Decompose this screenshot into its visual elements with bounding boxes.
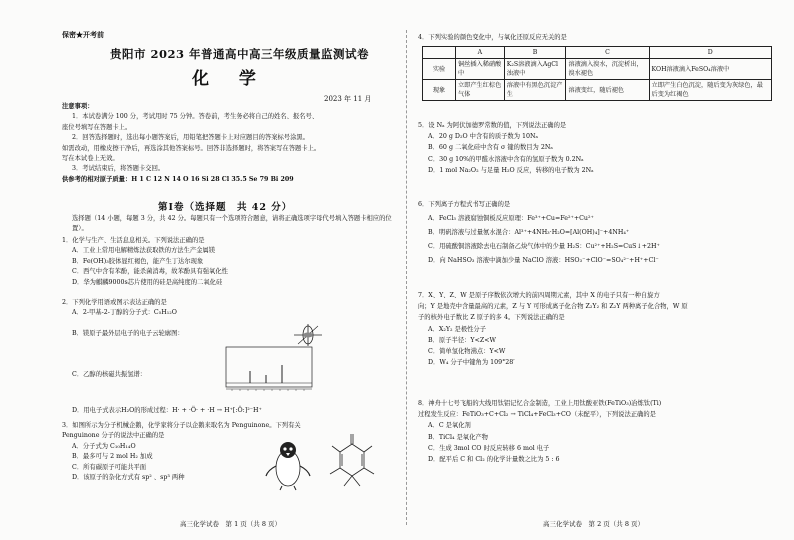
question-6 — [418, 198, 778, 268]
question-stem: 2．下列化学用语或图示表达正确的是 — [62, 299, 167, 306]
option-a: A．C 是氧化剂 — [428, 422, 471, 430]
option-a: A．X₂Y₂ 是极性分子 — [428, 325, 487, 333]
table-cell: K₂S溶液滴入AgCl浊液中 — [504, 59, 566, 80]
option-c: C．用硫酸铜溶液除去电石制备乙炔气体中的少量 H₂S：Cu²⁺+H₂S=CuS↓+2H⁺ — [428, 243, 660, 250]
question-stem: 6．下列离子方程式书写正确的是 — [418, 201, 511, 208]
option-d: D．1 mol Na₂O₂ 与足量 H₂O 反应，转移的电子数为 2Nₐ — [428, 166, 594, 174]
option-a: A．分子式为 C₁₀H₁₄O — [72, 442, 136, 450]
option-c: C．30 g 10%的甲醛水溶液中含有的氢原子数为 0.2Nₐ — [428, 155, 584, 163]
page-footer: 高三化学试卷 第 1 页（共 8 页） — [180, 520, 282, 528]
question-stem: 1．化学与生产、生活息息相关。下列说法正确的是 — [62, 237, 205, 244]
table-header-cell: B — [504, 47, 566, 59]
question-4-stem: 4．下列实验的颜色变化中，与氧化还原反应无关的是 — [418, 34, 567, 41]
option-d: D．该原子的杂化方式有 sp² 、sp³ 两种 — [72, 474, 185, 482]
question-2 — [62, 298, 397, 319]
table-cell: 溶液变红，随后褪色 — [566, 80, 649, 101]
penguinone-structure-figure — [320, 432, 382, 498]
option-a: A．工业上常用电解精炼法获取铁的方法生产金属镁 — [72, 247, 216, 255]
option-d: D．用电子式表示H₂O的形成过程：H· + ·Ö· + ·H → H⁺[:Ö:]²⁻H⁺ — [72, 407, 262, 414]
instruction-line: 3．考试结束后，将答题卡交回。 — [72, 165, 165, 173]
instruction-line: 座位号填写在答题卡上。 — [62, 123, 132, 131]
option-d: D．W₄ 分子中键角为 109°28′ — [428, 359, 515, 367]
option-c: C．简单氢化物沸点：Y<W — [428, 348, 506, 356]
page-2 — [418, 0, 778, 540]
instructions — [62, 102, 392, 185]
option-b: B．TiCl₄ 是氧化产物 — [428, 433, 488, 441]
option-a: A．20 g D₂O 中含有的质子数为 10Nₐ — [428, 133, 538, 141]
table-cell: 溶液中有黑色沉淀产生 — [504, 80, 566, 101]
page-divider — [406, 30, 407, 525]
exam-date: 2023 年 11 月 — [324, 95, 372, 103]
experiment-table — [422, 46, 772, 101]
table-cell: 立即产生红棕色气体 — [456, 80, 505, 101]
table-cell: 溶液滴入溴水，沉淀析出，溴水褪色 — [566, 59, 649, 80]
instruction-line: 1．本试卷满分 100 分，考试用时 75 分钟。答卷前，考生务必将自己的姓名、报名号、 — [72, 113, 319, 121]
table-row-head: 现象 — [423, 80, 456, 101]
question-stem-continued: Penguinone 分子的说法中正确的是 — [62, 432, 165, 440]
nmr-spectrum-figure — [222, 345, 316, 397]
option-d: D．配平后 C 和 Cl₂ 的化学计量数之比为 5 : 6 — [428, 456, 560, 464]
table-row — [423, 59, 772, 80]
option-b: B．Fe(OH)₃胶体显红褐色，能产生丁达尔现象 — [72, 257, 204, 265]
table-cell: KOH溶液滴入FeSO₄溶液中 — [649, 59, 771, 80]
section-directions: 选择题（14 小题，每题 3 分，共 42 分。每题只有一个选项符合题意，请将正确选项字母代号填入答题卡相应的位置）。 — [72, 215, 392, 233]
option-b: B．最多可与 2 mol H₂ 加成 — [72, 453, 153, 461]
page-footer: 高三化学试卷 第 2 页（共 8 页） — [543, 520, 645, 528]
page-1 — [62, 0, 397, 540]
question-stem: 8．神舟十七号飞船的大线用钛铝记忆合金制造，工业上用钛酸亚铁(FeTiO₃)冶炼钛(Ti) — [418, 400, 662, 407]
table-row-head: 实验 — [423, 59, 456, 80]
question-stem: 5．设 Nₐ 为阿伏加德罗常数的值，下列说法正确的是 — [418, 122, 567, 129]
question-stem: 7．X、Y、Z、W 是原子序数依次增大的前四周期元素，其中 X 的电子只有一种自旋方 — [418, 292, 660, 299]
option-b: B．原子半径：Y<Z<W — [428, 336, 496, 344]
table-header-row — [423, 47, 772, 59]
option-b: B．明矾溶液与过量氨水混合：Al³⁺+4NH₃·H₂O=[Al(OH)₄]⁻+4NH₄⁺ — [428, 229, 630, 236]
instructions-heading: 注意事项： — [62, 103, 94, 110]
table-header-cell: D — [649, 47, 771, 59]
option-c: C．西气中含有苯酚，能杀菌消毒，故苯酚具有强氧化性 — [72, 268, 228, 276]
subject-title: 化 学 — [192, 69, 268, 89]
question-8 — [418, 398, 778, 465]
confidential-tag: 保密★开考前 — [62, 30, 104, 39]
exam-title: 贵阳市 2023 年普通高中高三年级质量监测试卷 — [110, 47, 370, 61]
question-stem-continued: 向；Y 是地壳中含量最高的元素，Z 与 Y 可形成离子化合物 Z₂Y₂ 和 Z₂Y 两种离子化合物，W 原 — [418, 303, 688, 311]
question-1 — [62, 236, 397, 288]
table-row — [423, 80, 772, 101]
table-header-cell — [423, 47, 456, 59]
option-c: C．所有碳原子可能共平面 — [72, 463, 147, 471]
option-c: C．生成 3mol CO 时反应转移 6 mol 电子 — [428, 444, 550, 452]
table-cell: 立即产生白色沉淀，随后变为灰绿色，最后变为红褐色 — [649, 80, 771, 101]
question-7 — [418, 290, 778, 368]
option-d: D．向 NaHSO₃ 溶液中滴加少量 NaClO 溶液：HSO₃⁻+ClO⁻=SO₄²⁻+H⁺+Cl⁻ — [428, 257, 659, 264]
instruction-line: 如需改动，用橡皮擦干净后，再选涂其他答案标号。回答非选择题时，将答案写在答题卡上。 — [62, 144, 321, 152]
atomic-mass-reference: 供参考的相对原子质量：H 1 C 12 N 14 O 16 Si 28 Cl 35.5 Se 79 Bi 209 — [62, 175, 294, 183]
question-stem-continued: 过程发生反应：FeTiO₃+C+Cl₂ → TiCl₄+FeCl₃+CO（未配平），下列说法正确的是 — [418, 411, 656, 419]
table-header-cell: A — [456, 47, 505, 59]
option-d: D．华为麒麟9000s芯片使用的硅是高纯度的二氧化硅 — [72, 278, 223, 286]
option-b: B．镁原子最外层电子的电子云轮廓图： — [72, 330, 184, 337]
question-stem-continued: 子的核外电子数比 Z 原子的多 4。下列说法正确的是 — [418, 314, 565, 322]
option-a: A．FeCl₃ 溶液腐蚀铜板反应原理：Fe³⁺+Cu=Fe²⁺+Cu²⁺ — [428, 215, 594, 222]
penguin-figure — [262, 436, 314, 492]
question-5 — [418, 120, 778, 176]
table-cell: 铜丝插入稀硝酸中 — [456, 59, 505, 80]
option-c: C．乙醇的核磁共振氢谱： — [72, 371, 147, 378]
section-heading: 第Ⅰ卷（选择题 共 42 分） — [158, 202, 293, 213]
question-stem: 3．如图所示为分子机械企鹅，化学家将分子以企鹅来取名为 Penguinone。下列有关 — [62, 422, 301, 429]
instruction-line: 2．回答选择题时，选出每小题答案后，用铅笔把答题卡上对应题目的答案标号涂黑。 — [72, 134, 309, 142]
option-a: A．2-甲基-2-丁醇的分子式：C₅H₁₂O — [72, 309, 177, 317]
option-b: B．60 g 二氧化硅中含有 σ 键的数目为 2Nₐ — [428, 144, 553, 152]
table-header-cell: C — [566, 47, 649, 59]
instruction-line: 写在本试卷上无效。 — [62, 155, 119, 163]
